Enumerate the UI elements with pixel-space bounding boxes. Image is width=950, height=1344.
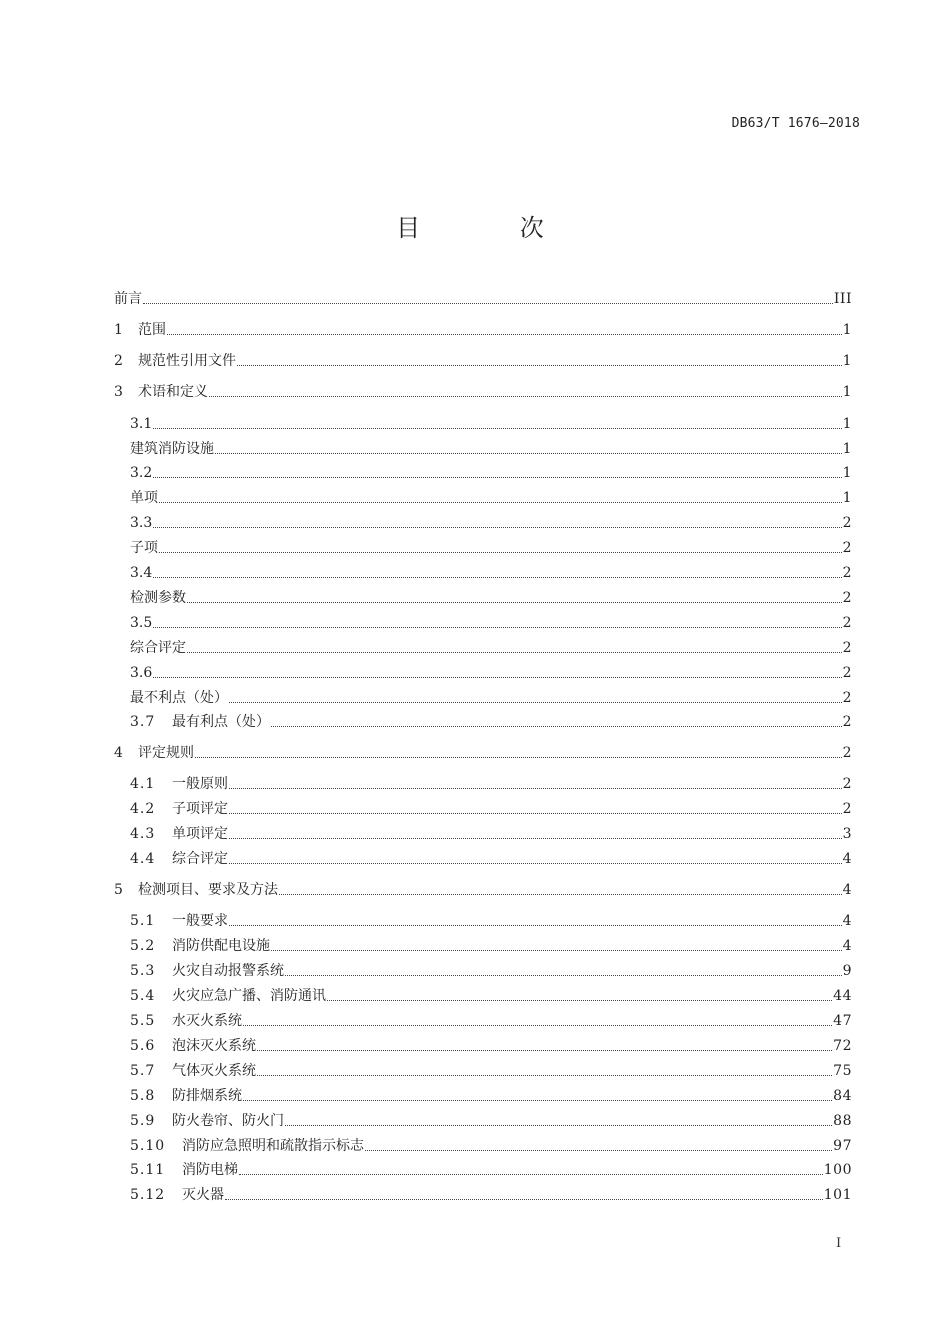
toc-entry[interactable] [130,713,852,731]
toc-entry-label: 一般原则 [172,776,228,792]
toc-entry-number: 3 [114,384,124,400]
toc-entry-page: 2 [842,690,852,706]
toc-entry[interactable] [114,744,852,762]
toc-entry-label: 火灾自动报警系统 [172,963,284,979]
toc-entry[interactable] [130,664,852,682]
toc-entry[interactable] [130,912,852,930]
toc-entry-label: 规范性引用文件 [138,353,236,369]
dot-leader [229,863,842,864]
dot-leader [271,950,842,951]
dot-leader [229,788,842,789]
toc-entry-page: 1 [842,490,852,506]
dot-leader [243,1025,832,1026]
dot-leader [187,602,842,603]
toc-entry-number: 4.4 [130,851,156,867]
dot-leader [167,334,842,335]
toc-entry-label: 检测参数 [130,590,186,606]
toc-entry-number: 2 [114,353,124,369]
toc-entry-number: 5.3 [130,963,156,979]
toc-entry[interactable] [114,881,852,899]
dot-leader [229,838,842,839]
toc-entry-page: 75 [833,1063,852,1079]
toc-entry[interactable] [130,689,852,707]
toc-entry-number: 5.10 [130,1138,166,1154]
toc-entry-number: 4.1 [130,776,156,792]
toc-entry[interactable] [130,825,852,843]
toc-entry-page: 1 [842,441,852,457]
dot-leader [229,925,842,926]
toc-entry[interactable] [130,639,852,657]
dot-leader [237,365,842,366]
toc-entry[interactable] [130,1137,852,1155]
dot-leader [279,894,842,895]
toc-entry-label: 检测项目、要求及方法 [138,882,278,898]
toc-entry-label: 最有利点（处） [172,714,270,730]
toc-entry[interactable] [130,614,852,632]
toc-entry-label: 前言 [114,291,142,307]
toc-entry[interactable] [130,962,852,980]
dot-leader [153,577,841,578]
dot-leader [229,702,842,703]
toc-entry-page: 2 [842,565,852,581]
toc-entry-page: 2 [842,776,852,792]
toc-entry-number: 5.5 [130,1013,156,1029]
toc-entry-label: 3.5 [130,615,153,631]
toc-entry-page: 2 [842,745,852,761]
toc-entry-label: 泡沫灭火系统 [172,1038,256,1054]
toc-entry-label: 防火卷帘、防火门 [172,1113,284,1129]
toc-entry-page: 2 [842,801,852,817]
toc-entry-page: 72 [833,1038,852,1054]
toc-entry-page: 4 [842,851,852,867]
dot-leader [285,1125,832,1126]
toc-entry-page: 4 [842,938,852,954]
toc-entry[interactable] [130,415,852,433]
toc-entry-label: 最不利点（处） [130,690,228,706]
toc-entry-page: 1 [842,322,852,338]
toc-entry-page: 4 [842,882,852,898]
toc-entry-page: 9 [842,963,852,979]
dot-leader [159,502,842,503]
toc-entry-label: 防排烟系统 [172,1088,242,1104]
toc-entry[interactable] [130,1186,852,1204]
toc-entry-label: 水灭火系统 [172,1013,242,1029]
dot-leader [243,1100,832,1101]
toc-entry[interactable] [130,987,852,1005]
toc-entry-number: 5.4 [130,988,156,1004]
toc-entry[interactable] [130,589,852,607]
dot-leader [159,552,842,553]
document-code: DB63/T 1676—2018 [731,116,860,131]
toc-entry-label: 火灾应急广播、消防通讯 [172,988,326,1004]
toc-entry[interactable] [130,464,852,482]
toc-entry-number: 5.9 [130,1113,156,1129]
toc-entry[interactable] [130,1087,852,1105]
dot-leader [257,1075,832,1076]
toc-entry-page: 88 [833,1113,852,1129]
toc-entry[interactable] [130,1112,852,1130]
toc-entry-label: 单项评定 [172,826,228,842]
toc-entry-label: 消防供配电设施 [172,938,270,954]
toc-entry-number: 5.11 [130,1162,166,1178]
toc-entry-page: 2 [842,640,852,656]
toc-entry-label: 一般要求 [172,913,228,929]
dot-leader [239,1174,823,1175]
toc-entry[interactable] [130,514,852,532]
toc-entry-page: 2 [842,615,852,631]
toc-entry-label: 消防电梯 [182,1162,238,1178]
dot-leader [195,757,842,758]
toc-entry-page: 1 [842,416,852,432]
toc-entry-number: 4 [114,745,124,761]
toc-entry-page: 100 [823,1162,852,1178]
dot-leader [153,477,841,478]
dot-leader [229,813,842,814]
toc-entry-page: 97 [833,1138,852,1154]
toc-entry-number: 5 [114,882,124,898]
dot-leader [257,1050,832,1051]
toc-entry[interactable] [130,775,852,793]
toc-entry-number: 4.3 [130,826,156,842]
toc-entry-number: 5.1 [130,913,156,929]
dot-leader [327,1000,832,1001]
toc-entry[interactable] [114,352,852,370]
toc-entry-label: 术语和定义 [138,384,208,400]
toc-entry-page: 4 [842,913,852,929]
toc-entry-number: 4.2 [130,801,156,817]
toc-entry-page: 84 [833,1088,852,1104]
toc-entry-label: 气体灭火系统 [172,1063,256,1079]
toc-entry-number: 5.6 [130,1038,156,1054]
toc-entry-label: 灭火器 [182,1187,224,1203]
toc-entry[interactable] [114,321,852,339]
toc-entry[interactable] [130,850,852,868]
toc-entry-label: 3.3 [130,515,153,531]
toc-entry-label: 子项评定 [172,801,228,817]
toc-entry-page: 1 [842,465,852,481]
toc-entry[interactable] [114,290,852,308]
toc-entry-page: III [833,291,852,307]
toc-entry-label: 3.1 [130,416,153,432]
toc-entry-number: 5.7 [130,1063,156,1079]
dot-leader [365,1150,832,1151]
toc-entry-page: 101 [823,1187,852,1203]
toc-entry-page: 2 [842,714,852,730]
toc-entry[interactable] [130,1062,852,1080]
toc-entry-page: 1 [842,384,852,400]
dot-leader [187,652,842,653]
dot-leader [215,453,842,454]
dot-leader [153,677,841,678]
toc-entry-page: 44 [833,988,852,1004]
toc-entry-page: 47 [833,1013,852,1029]
toc-entry[interactable] [130,800,852,818]
toc-entry-label: 评定规则 [138,745,194,761]
toc-entry-label: 综合评定 [172,851,228,867]
toc-entry-label: 综合评定 [130,640,186,656]
page-number: I [836,1236,842,1251]
dot-leader [143,303,833,304]
dot-leader [271,726,842,727]
toc-entry-label: 3.6 [130,665,153,681]
toc-entry-page: 2 [842,540,852,556]
toc-entry[interactable] [130,440,852,458]
toc-entry-number: 5.8 [130,1088,156,1104]
toc-entry[interactable] [130,937,852,955]
toc-entry[interactable] [130,1012,852,1030]
toc-entry-number: 5.2 [130,938,156,954]
toc-entry-number: 1 [114,322,124,338]
toc-entry[interactable] [130,489,852,507]
toc-entry-label: 范围 [138,322,166,338]
toc-entry[interactable] [130,1161,852,1179]
dot-leader [285,975,842,976]
toc-entry[interactable] [130,539,852,557]
toc-entry-page: 2 [842,515,852,531]
toc-entry[interactable] [130,1037,852,1055]
toc-entry-label: 3.2 [130,465,153,481]
dot-leader [225,1199,823,1200]
toc-entry[interactable] [130,564,852,582]
dot-leader [153,627,841,628]
toc-entry-label: 3.4 [130,565,153,581]
toc-entry-label: 单项 [130,490,158,506]
toc-entry-number: 3.7 [130,714,156,730]
toc-entry-page: 2 [842,590,852,606]
toc-entry-page: 3 [842,826,852,842]
toc-entry[interactable] [114,383,852,401]
page-title: 目 次 [396,214,590,242]
dot-leader [209,396,842,397]
dot-leader [153,527,841,528]
toc-entry-number: 5.12 [130,1187,166,1203]
toc-entry-page: 1 [842,353,852,369]
dot-leader [153,428,841,429]
toc-entry-page: 2 [842,665,852,681]
toc-entry-label: 消防应急照明和疏散指示标志 [182,1138,364,1154]
toc-entry-label: 子项 [130,540,158,556]
toc-entry-label: 建筑消防设施 [130,441,214,457]
